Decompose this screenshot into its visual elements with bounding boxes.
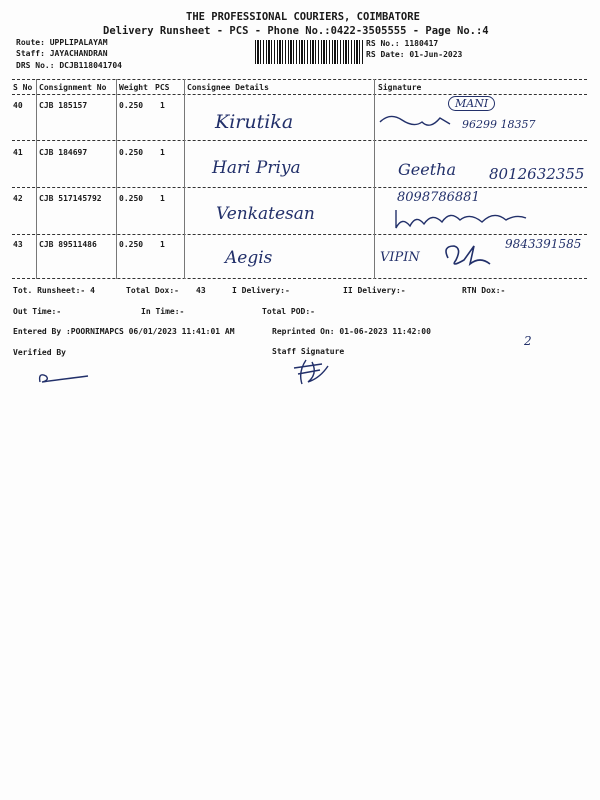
signature-name: VIPIN xyxy=(380,250,420,265)
out-time: Out Time:- xyxy=(13,307,62,316)
row-weight: 0.250 xyxy=(119,240,144,249)
row-sno: 43 xyxy=(13,240,23,249)
column-divider xyxy=(374,79,375,279)
consignee-handwriting: Aegis xyxy=(225,248,273,268)
col-header-weight: Weight xyxy=(119,83,148,92)
total-runsheet: Tot. Runsheet:- 4 xyxy=(13,286,95,295)
row-pcs: 1 xyxy=(160,194,165,203)
signature-name: MANI xyxy=(448,96,495,111)
barcode xyxy=(255,40,363,64)
row-divider xyxy=(12,187,587,188)
total-pod: Total POD:- xyxy=(262,307,315,316)
table-top-rule xyxy=(12,79,587,80)
signature-phone: 96299 18357 xyxy=(462,118,536,131)
row-pcs: 1 xyxy=(160,148,165,157)
col-header-signature: Signature xyxy=(378,83,422,92)
row-consignment: CJB 517145792 xyxy=(39,194,102,203)
row-weight: 0.250 xyxy=(119,148,144,157)
column-divider xyxy=(36,79,37,279)
signature-phone: 9843391585 xyxy=(505,237,582,251)
row-pcs: 1 xyxy=(160,101,165,110)
consignee-handwriting: Kirutika xyxy=(215,111,294,133)
signature-phone: 8098786881 xyxy=(397,190,480,205)
verified-by: Verified By xyxy=(13,348,66,357)
consignee-handwriting: Venkatesan xyxy=(216,204,315,224)
signature-phone: 8012632355 xyxy=(489,165,585,183)
rs-date: RS Date: 01-Jun-2023 xyxy=(366,50,463,59)
consignee-handwriting: Hari Priya xyxy=(212,158,301,178)
rtn-dox: RTN Dox:- xyxy=(462,286,506,295)
total-dox-value: 43 xyxy=(196,286,206,295)
signature-scribble xyxy=(392,206,532,232)
row-weight: 0.250 xyxy=(119,194,144,203)
ii-delivery: II Delivery:- xyxy=(343,286,406,295)
row-consignment: CJB 89511486 xyxy=(39,240,97,249)
runsheet-subtitle: Delivery Runsheet - PCS - Phone No.:0422-3505555 - Page No.:4 xyxy=(103,25,489,37)
total-dox-label: Total Dox:- xyxy=(126,286,179,295)
row-consignment: CJB 184697 xyxy=(39,148,88,157)
drs-number: DRS No.: DCJB118041704 xyxy=(16,61,122,70)
route: Route: UPPLIPALAYAM xyxy=(16,38,108,47)
col-header-consignment: Consignment No xyxy=(39,83,107,92)
margin-note: 2 xyxy=(524,334,532,348)
row-divider xyxy=(12,234,587,235)
row-sno: 41 xyxy=(13,148,23,157)
column-divider xyxy=(116,79,117,279)
row-pcs: 1 xyxy=(160,240,165,249)
in-time: In Time:- xyxy=(141,307,185,316)
company-name: THE PROFESSIONAL COURIERS, COIMBATORE xyxy=(186,11,420,23)
rs-number: RS No.: 1180417 xyxy=(366,39,439,48)
entered-by: Entered By :POORNIMAPCS 06/01/2023 11:41:01 AM xyxy=(13,327,235,336)
signature-name: Geetha xyxy=(398,160,456,179)
col-header-pcs: PCS xyxy=(155,83,170,92)
i-delivery: I Delivery:- xyxy=(232,286,290,295)
col-header-sno: S No xyxy=(13,83,33,92)
row-sno: 40 xyxy=(13,101,23,110)
row-consignment: CJB 185157 xyxy=(39,101,88,110)
table-bottom-rule xyxy=(12,278,587,279)
reprinted-on: Reprinted On: 01-06-2023 11:42:00 xyxy=(272,327,431,336)
staff: Staff: JAYACHANDRAN xyxy=(16,49,108,58)
staff-signature-label: Staff Signature xyxy=(272,347,345,356)
row-divider xyxy=(12,140,587,141)
signature-scribble xyxy=(380,110,460,135)
verified-signature xyxy=(36,368,96,388)
column-divider xyxy=(184,79,185,279)
signature-scribble xyxy=(440,240,500,270)
row-sno: 42 xyxy=(13,194,23,203)
header-rule xyxy=(12,94,587,95)
col-header-consignee: Consignee Details xyxy=(187,83,269,92)
row-weight: 0.250 xyxy=(119,101,144,110)
staff-signature-mark xyxy=(292,358,342,388)
